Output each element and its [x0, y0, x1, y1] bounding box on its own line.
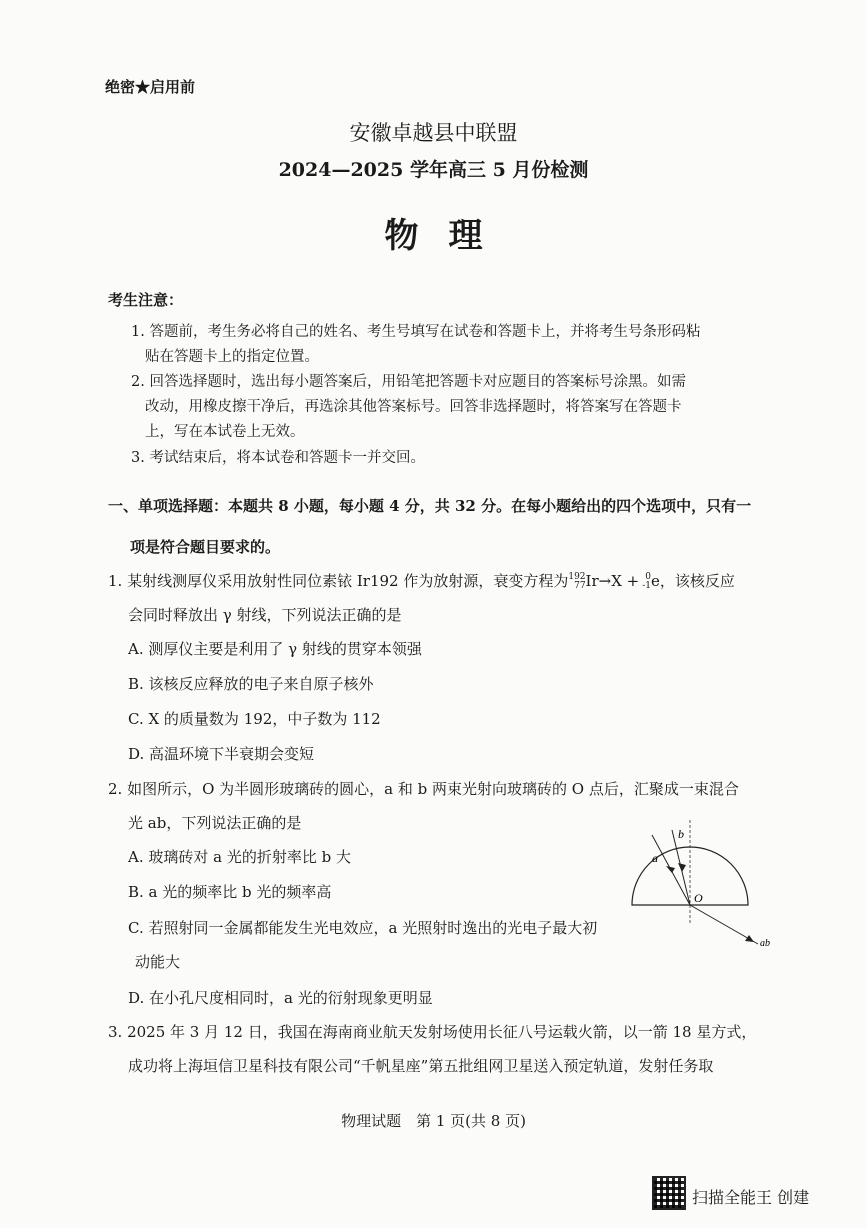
notice-line: 3. 考试结束后，将本试卷和答题卡一并交回。	[131, 450, 425, 466]
subject-title: 物理	[384, 216, 513, 256]
exam-title: 2024—2025 学年高三 5 月份检测	[278, 159, 589, 181]
notice-line: 改动，用橡皮擦干净后，再选涂其他答案标号。回答非选择题时，将答案写在答题卡	[145, 399, 682, 415]
ray-b-arrow-icon	[678, 863, 686, 872]
q1-stem-cont: 会同时释放出 γ 射线，下列说法正确的是	[128, 606, 402, 624]
notice-line: 上，写在本试卷上无效。	[145, 424, 305, 440]
label-ab: ab	[760, 938, 770, 949]
q2-option-b: B. a 光的频率比 b 光的频率高	[128, 883, 332, 901]
alliance-title: 安徽卓越县中联盟	[349, 121, 518, 145]
q2-stem: 2. 如图所示，O 为半圆形玻璃砖的圆心，a 和 b 两束光射向玻璃砖的 O 点后，汇聚成一束混合	[108, 780, 739, 798]
notice-line: 1. 答题前，考生务必将自己的姓名、考生号填写在试卷和答题卡上，并将考生号条形码粘	[131, 324, 701, 340]
q2-option-a: A. 玻璃砖对 a 光的折射率比 b 大	[128, 848, 351, 866]
qr-code-icon	[652, 1176, 686, 1210]
notice-title: 考生注意：	[108, 291, 184, 309]
label-o: O	[694, 891, 703, 905]
scanner-watermark: 扫描全能王 创建	[692, 1188, 810, 1207]
section-heading: 一、单项选择题：本题共 8 小题，每小题 4 分，共 32 分。在每小题给出的四个选项中，只有一	[108, 497, 752, 515]
q1-option-d: D. 高温环境下半衰期会变短	[128, 745, 315, 763]
ray-a-arrow-icon	[666, 866, 675, 873]
q2-option-c-cont: 动能大	[135, 953, 181, 971]
section-heading-cont: 项是符合题目要求的。	[130, 538, 281, 556]
notice-line: 贴在答题卡上的指定位置。	[145, 349, 319, 365]
q1-option-b: B. 该核反应释放的电子来自原子核外	[128, 675, 374, 693]
q1-stem: 1. 某射线测厚仪采用放射性同位素铱 Ir192 作为放射源，衰变方程为 192 77 Ir→X + 0 -1 e，该核反应	[108, 572, 735, 591]
ray-ab-arrow-icon	[745, 935, 754, 942]
q3-stem-cont: 成功将上海垣信卫星科技有限公司“千帆星座”第五批组网卫星送入预定轨道，发射任务取	[128, 1057, 714, 1075]
q2-stem-cont: 光 ab，下列说法正确的是	[128, 814, 302, 832]
q3-stem: 3. 2025 年 3 月 12 日，我国在海南商业航天发射场使用长征八号运载火箭，以一箭 18 星方式，	[108, 1023, 757, 1041]
label-a: a	[652, 851, 658, 865]
glass-brick-diagram	[630, 820, 810, 950]
q2-option-d: D. 在小孔尺度相同时，a 光的衍射现象更明显	[128, 989, 433, 1007]
q2-option-c: C. 若照射同一金属都能发生光电效应，a 光照射时逸出的光电子最大初	[128, 919, 598, 937]
q1-option-c: C. X 的质量数为 192，中子数为 112	[128, 710, 381, 728]
page-footer: 物理试题 第 1 页(共 8 页)	[341, 1112, 526, 1130]
notice-line: 2. 回答选择题时，选出每小题答案后，用铅笔把答题卡对应题目的答案标号涂黑。如需	[131, 374, 686, 390]
confidential-label: 绝密★启用前	[105, 78, 196, 96]
q1-option-a: A. 测厚仪主要是利用了 γ 射线的贯穿本领强	[128, 640, 422, 658]
label-b: b	[678, 827, 684, 841]
